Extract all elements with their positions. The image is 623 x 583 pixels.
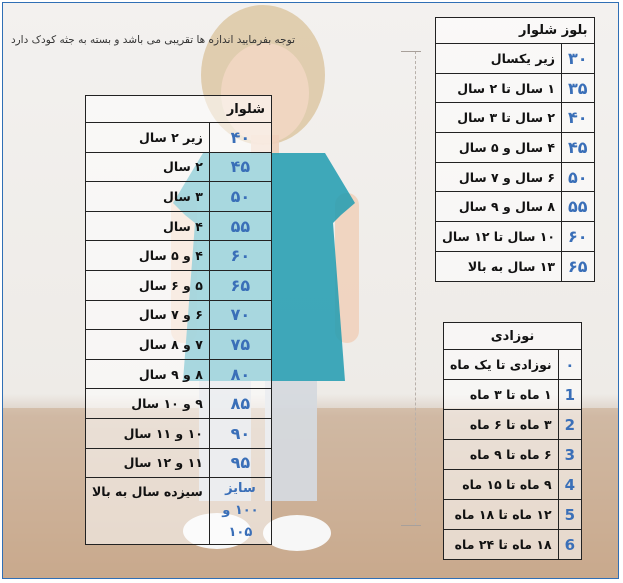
size-value: ۵۰ [562, 162, 595, 192]
age-label: ۱ سال تا ۲ سال [436, 73, 562, 103]
size-value: 1 [558, 380, 581, 410]
age-label: زیر ۲ سال [86, 123, 210, 153]
size-value: 4 [558, 470, 581, 500]
size-value: ۴۰ [209, 123, 271, 153]
pants-table-title: شلوار [86, 96, 272, 123]
size-value: ۶۵ [209, 270, 271, 300]
age-label: ۹ و ۱۰ سال [86, 389, 210, 419]
blouse-pants-table-title: بلوز شلوار [436, 18, 595, 44]
table-row [86, 241, 272, 271]
table-row [86, 448, 272, 478]
size-value: ۳۵ [562, 73, 595, 103]
height-guide-bottom-tick [401, 525, 421, 526]
table-row [86, 300, 272, 330]
size-value: 3 [558, 440, 581, 470]
size-value: ۵۵ [209, 211, 271, 241]
size-disclaimer-note: توجه بفرمایید اندازه ها تقریبی می باشد و بسته به جثه کودک دارد [10, 34, 295, 46]
table-row [444, 500, 582, 530]
age-label: ۹ ماه تا ۱۵ ماه [444, 470, 559, 500]
size-value: ۶۰ [562, 222, 595, 252]
age-label: ۱۰ سال تا ۱۲ سال [436, 222, 562, 252]
age-label: ۷ و ۸ سال [86, 330, 210, 360]
table-row [86, 182, 272, 212]
size-value: ۴۵ [209, 152, 271, 182]
table-row [86, 478, 272, 545]
age-label: ۱۳ سال به بالا [436, 251, 562, 281]
size-value: ۵۰ [209, 182, 271, 212]
table-row [436, 162, 595, 192]
table-row [86, 389, 272, 419]
table-row [436, 73, 595, 103]
age-label: ۵ و ۶ سال [86, 270, 210, 300]
height-guide-top-tick [401, 51, 421, 52]
size-value: ۵۵ [562, 192, 595, 222]
size-value: ۳۰ [562, 44, 595, 74]
table-row [444, 470, 582, 500]
size-value: ۷۰ [209, 300, 271, 330]
table-row [436, 103, 595, 133]
table-row [86, 152, 272, 182]
size-value: ۸۵ [209, 389, 271, 419]
table-row [86, 330, 272, 360]
age-label: زیر یکسال [436, 44, 562, 74]
age-label: ۳ ماه تا ۶ ماه [444, 410, 559, 440]
table-row [444, 410, 582, 440]
table-row [86, 123, 272, 153]
pants-size-table [85, 95, 272, 545]
size-value: 5 [558, 500, 581, 530]
size-value: ۶۵ [562, 251, 595, 281]
age-label: ۱۱ و ۱۲ سال [86, 448, 210, 478]
age-label: ۶ ماه تا ۹ ماه [444, 440, 559, 470]
table-row [86, 418, 272, 448]
size-value: ۹۵ [209, 448, 271, 478]
size-value: ۴۰ [562, 103, 595, 133]
age-label: ۴ سال [86, 211, 210, 241]
table-row [444, 380, 582, 410]
table-row [436, 192, 595, 222]
size-value: ۷۵ [209, 330, 271, 360]
blouse-pants-size-table [435, 17, 595, 282]
age-label: ۲ سال [86, 152, 210, 182]
age-label: ۱ ماه تا ۳ ماه [444, 380, 559, 410]
age-label: ۱۲ ماه تا ۱۸ ماه [444, 500, 559, 530]
size-value: ۰ [558, 350, 581, 380]
age-label: ۳ سال [86, 182, 210, 212]
size-chart-frame [2, 2, 619, 579]
table-row [436, 222, 595, 252]
size-value: ۴۵ [562, 133, 595, 163]
table-row [86, 211, 272, 241]
height-guide-line [415, 51, 416, 526]
table-row [444, 350, 582, 380]
newborn-size-table [443, 322, 582, 560]
age-label: ۲ سال تا ۳ سال [436, 103, 562, 133]
table-row [436, 133, 595, 163]
age-label: سیزده سال به بالا [86, 478, 210, 545]
size-value: 2 [558, 410, 581, 440]
age-label: ۴ و ۵ سال [86, 241, 210, 271]
size-value: ۸۰ [209, 359, 271, 389]
age-label: ۸ و ۹ سال [86, 359, 210, 389]
table-row [86, 359, 272, 389]
size-value: ۶۰ [209, 241, 271, 271]
size-value: سایز ۱۰۰ و ۱۰۵ [209, 478, 271, 545]
table-row [444, 440, 582, 470]
table-row [436, 251, 595, 281]
age-label: ۸ سال و ۹ سال [436, 192, 562, 222]
size-value: ۹۰ [209, 418, 271, 448]
age-label: نوزادی تا یک ماه [444, 350, 559, 380]
table-row [436, 44, 595, 74]
newborn-table-title: نوزادی [444, 323, 582, 350]
age-label: ۴ سال و ۵ سال [436, 133, 562, 163]
table-row [86, 270, 272, 300]
age-label: ۶ و ۷ سال [86, 300, 210, 330]
age-label: ۶ سال و ۷ سال [436, 162, 562, 192]
age-label: ۱۸ ماه تا ۲۴ ماه [444, 530, 559, 560]
age-label: ۱۰ و ۱۱ سال [86, 418, 210, 448]
table-row [444, 530, 582, 560]
size-value: 6 [558, 530, 581, 560]
